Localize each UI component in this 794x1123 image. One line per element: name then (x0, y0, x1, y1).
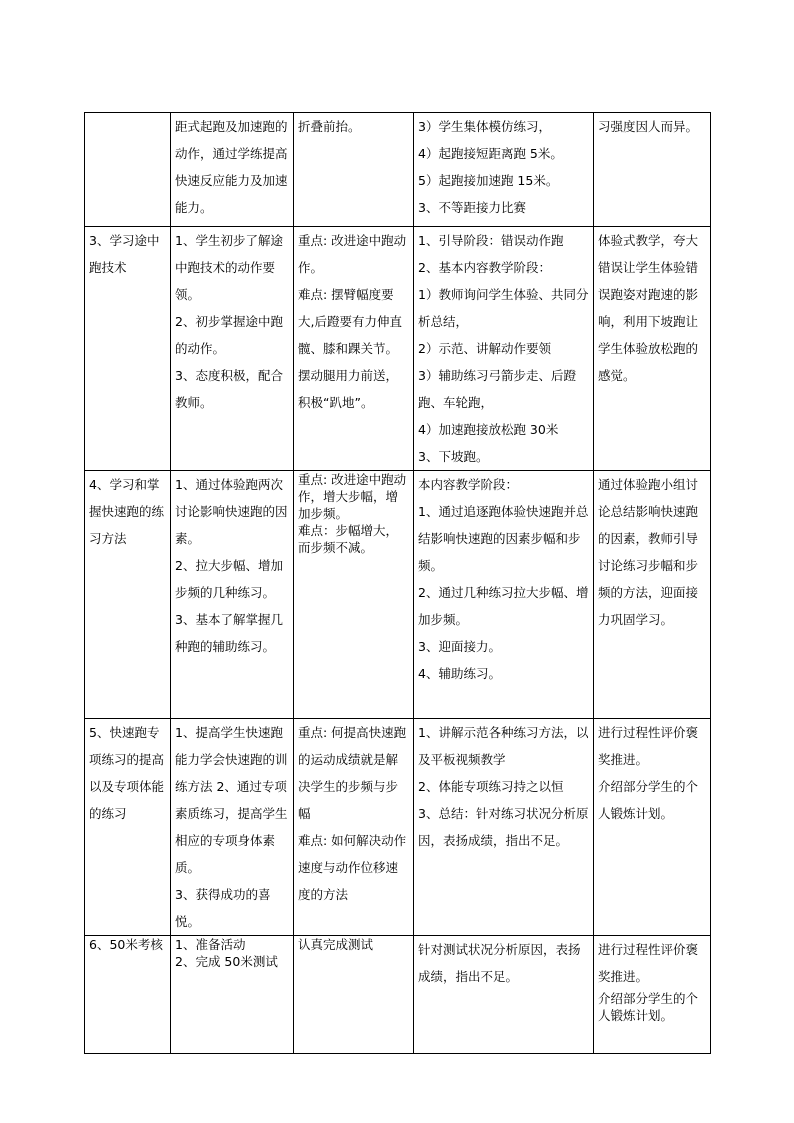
key-points-cell (294, 471, 414, 719)
process-step: 3、总结：针对练习状况分析原因，表扬成绩，指出不足。 (418, 806, 589, 848)
process-step: 4）加速跑接放松跑 30米 (418, 422, 559, 437)
process-cell (414, 471, 594, 719)
process-step: 2）示范、讲解动作要领 (418, 341, 551, 356)
objective-text: 3、态度积极，配合教师。 (175, 368, 283, 410)
difficulty-text: 难点：步幅增大，而步频不减。 (298, 523, 399, 555)
objective-text: 3、基本了解掌握几种跑的辅助练习。 (175, 612, 283, 654)
process-step: 2、基本内容教学阶段： (418, 260, 551, 275)
process-cell (414, 227, 594, 471)
content-title: 4、学习和掌握快速跑的练习方法 (89, 477, 165, 546)
process-step: 3、迎面接力。 (418, 639, 501, 654)
process-step: 针对测试状况分析原因，表扬成绩，指出不足。 (418, 942, 581, 984)
method-cell (594, 471, 711, 719)
objectives-cell (171, 113, 294, 227)
table-row (85, 719, 711, 936)
objectives-cell (171, 936, 294, 1054)
process-step: 1、通过追逐跑体验快速跑并总结影响快速跑的因素步幅和步频。 (418, 504, 589, 573)
key-points-cell (294, 936, 414, 1054)
method-cell (594, 113, 711, 227)
process-cell (414, 719, 594, 936)
objectives-cell (171, 471, 294, 719)
method-cell (594, 936, 711, 1054)
objective-text: 3、获得成功的喜悦。 (175, 887, 271, 929)
process-cell (414, 113, 594, 227)
lesson-plan-table (84, 112, 711, 1054)
content-cell (85, 936, 171, 1054)
process-step: 2、体能专项练习持之以恒 (418, 779, 564, 794)
method-text: 体验式教学，夸大错误让学生体验错误跑姿对跑速的影响，利用下坡跑让学生体验放松跑的感觉。 (598, 233, 699, 383)
process-step: 4）起跑接短距离跑 5米。 (418, 146, 563, 161)
key-points-cell (294, 113, 414, 227)
table-row (85, 113, 711, 227)
difficulty-text: 难点: 摆臂幅度要大,后蹬要有力伸直髋、膝和踝关节。摆动腿用力前送，积极“趴地”。 (298, 287, 402, 410)
process-step: 3）学生集体模仿练习， (418, 119, 551, 134)
objective-text: 2、拉大步幅、增加步频的几种练习。 (175, 558, 283, 600)
key-point-text: 认真完成测试 (298, 937, 374, 952)
method-text: 进行过程性评价褒奖推进。 (598, 725, 699, 767)
process-step: 5）起跑接加速跑 15米。 (418, 173, 559, 188)
method-cell (594, 719, 711, 936)
objective-text: 2、完成 50米测试 (175, 954, 278, 969)
key-points-cell (294, 227, 414, 471)
process-step: 3）辅助练习弓箭步走、后蹬跑、车轮跑， (418, 368, 576, 410)
method-text: 介绍部分学生的个人锻炼计划。 (598, 779, 699, 821)
process-cell (414, 936, 594, 1054)
process-step: 4、辅助练习。 (418, 666, 501, 681)
key-points-cell (294, 719, 414, 936)
objective-text: 1、提高学生快速跑能力学会快速跑的训练方法 2、通过专项素质练习，提高学生相应的专项身体素质。 (175, 725, 288, 875)
process-step: 2、通过几种练习拉大步幅、增加步频。 (418, 585, 589, 627)
method-text: 通过体验跑小组讨论总结影响快速跑的因素，教师引导讨论练习步幅和步频的方法，迎面接力巩固学习。 (598, 477, 699, 627)
table-row (85, 936, 711, 1054)
content-title: 5、快速跑专项练习的提高以及专项体能的练习 (89, 725, 165, 821)
content-cell (85, 471, 171, 719)
objective-text: 1、学生初步了解途中跑技术的动作要领。 (175, 233, 283, 302)
objective-text: 1、准备活动 (175, 937, 246, 952)
objective-text: 2、初步掌握途中跑的动作。 (175, 314, 283, 356)
table-row (85, 471, 711, 719)
process-step: 本内容教学阶段： (418, 477, 519, 492)
content-title: 6、50米考核 (89, 937, 163, 952)
process-step: 1）教师询问学生体验、共同分析总结， (418, 287, 589, 329)
objective-text: 1、通过体验跑两次讨论影响快速跑的因素。 (175, 477, 288, 546)
objectives-cell (171, 227, 294, 471)
process-step: 3、不等距接力比赛 (418, 200, 526, 215)
table-row (85, 227, 711, 471)
method-text: 习强度因人而异。 (598, 119, 699, 134)
key-point-text: 重点: 改进途中跑动作。 (298, 233, 407, 275)
process-step: 3、下坡跑。 (418, 449, 489, 464)
difficulty-text: 难点: 如何解决动作速度与动作位移速度的方法 (298, 833, 407, 902)
method-cell (594, 227, 711, 471)
key-point-text: 重点: 改进途中跑动作，增大步幅，增加步频。 (298, 472, 407, 521)
process-step: 1、引导阶段：错误动作跑 (418, 233, 564, 248)
objectives-cell (171, 719, 294, 936)
content-cell (85, 719, 171, 936)
method-text: 介绍部分学生的个人锻炼计划。 (598, 991, 699, 1023)
content-cell (85, 227, 171, 471)
objective-text: 距式起跑及加速跑的动作，通过学练提高快速反应能力及加速能力。 (175, 119, 288, 215)
process-step: 1、讲解示范各种练习方法，以及平板视频教学 (418, 725, 589, 767)
key-point-text: 重点: 何提高快速跑的运动成绩就是解决学生的步频与步幅 (298, 725, 407, 821)
method-text: 进行过程性评价褒奖推进。 (598, 942, 699, 984)
key-point-text: 折叠前抬。 (298, 119, 361, 134)
content-cell (85, 113, 171, 227)
content-title: 3、学习途中跑技术 (89, 233, 160, 275)
